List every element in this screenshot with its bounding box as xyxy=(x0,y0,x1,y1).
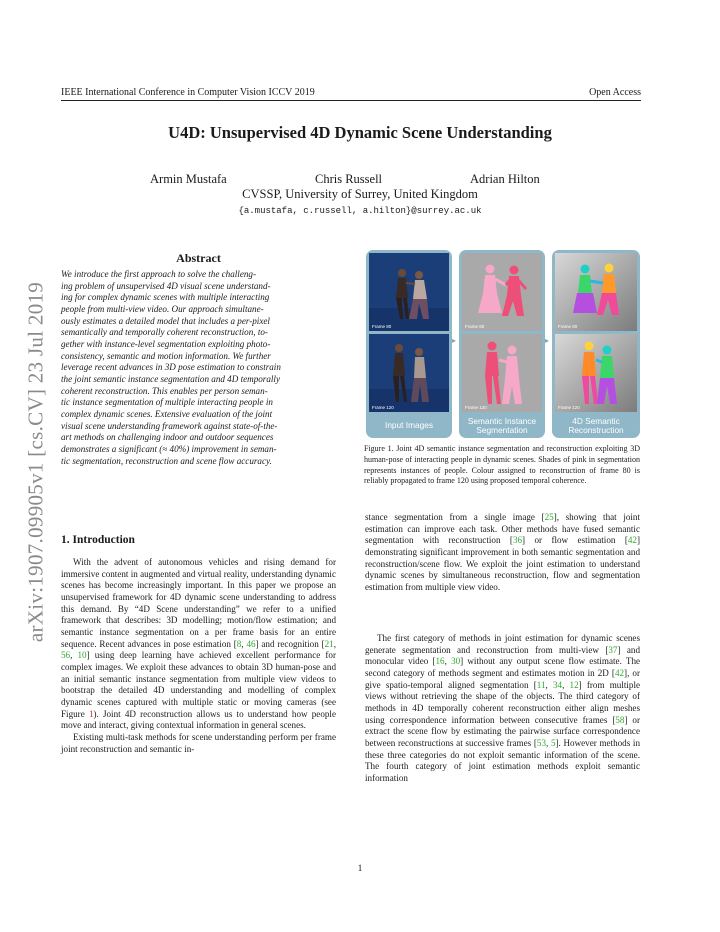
abstract-line: the joint semantic instance segmentation and 4D temporally xyxy=(61,373,280,384)
conference-name: IEEE International Conference in Computer Vision ICCV 2019 xyxy=(61,87,315,98)
abstract-heading: Abstract xyxy=(176,251,221,265)
frame-tag: Frame 80 xyxy=(558,324,578,329)
citation-link[interactable]: 37 xyxy=(608,644,618,655)
abstract-line: consistency, semantic and motion information. We further xyxy=(61,350,271,361)
abstract-line: tic segmentation, reconstruction and scene flow accuracy. xyxy=(61,455,272,466)
frame-tag: Frame 120 xyxy=(558,405,580,410)
abstract-line: semantically and temporally coherent reconstruction, to- xyxy=(61,327,268,338)
abstract-line: ously estimates a detailed model that includes a per-pixel xyxy=(61,315,270,326)
figure-panel-input xyxy=(366,250,452,438)
intro-paragraph-2: Existing multi-task methods for scene understanding perform per frame joint reconstruction and semantic in- xyxy=(61,731,336,754)
frame-tag: Frame 80 xyxy=(465,324,485,329)
dancers-photo xyxy=(369,253,449,331)
segmentation-image xyxy=(462,334,542,412)
abstract-line: ing for complex dynamic scenes with multiple interacting xyxy=(61,292,270,303)
introduction-body xyxy=(61,557,336,755)
frame-tag: Frame 120 xyxy=(465,405,487,410)
citation-link[interactable]: 16 xyxy=(435,656,445,667)
input-image-frame-120 xyxy=(369,334,449,412)
abstract-line: art methods on challenging indoor and outdoor sequences xyxy=(61,432,274,443)
right-column-paragraph-2 xyxy=(365,633,640,785)
right-paragraph-2: The first category of methods in joint estimation for dynamic scenes generate segmentation and reconstruction from multi-view [37] and monocular video [16, 30] without any output scene flow estimate. The second category of methods segment and estimates motion in 2D [42], or give spatio-temporal aligned segmentation [11, 34, 12] from multiple views without retrieving the shape of the objects. The third category of methods in 4D temporally coherent reconstruction either align meshes using correspondence information between consecutive frames [58] or extract the scene flow by estimating the pairwise surface correspondence between reconstructions at successive frames [53, 5]. However methods in these three categories do not exploit semantic information of the scene. The fourth category of joint estimation methods exploit semantic information xyxy=(365,633,641,783)
segmentation-image xyxy=(462,253,542,331)
reconstruction-frame-80 xyxy=(555,253,637,331)
figure-1 xyxy=(366,250,640,438)
reconstruction-frame-120 xyxy=(555,334,637,412)
intro-paragraph-1: With the advent of autonomous vehicles and rising demand for immersive content in augmented and virtual reality, understanding dynamic scenes has become increasingly important. In this paper we propose an unsupervised framework for 4D dynamic scene understanding to address this demand. By “4D Scene understanding” we refer to a unified framework that describes: 3D modelling; motion/flow estimation; and semantic instance segmentation on a per frame basis for an entire sequence. Recent advances in pose estimation [8, 46] and recognition [21, 56, 10] using deep learning have achieved excellent performance for complex images. We exploit these advances to obtain 3D human-pose and an initial semantic instance segmentation from multiple view videos to bootstrap the detailed 4D understanding and modelling of complex dynamic scenes captured with multiple static or moving cameras (see Figure 1). Joint 4D reconstruction allows us to understand how people move and interact, giving contextual information in general scenes. xyxy=(61,557,337,731)
abstract-line: ing problem of unsupervised 4D visual scene understand- xyxy=(61,280,271,291)
citation-link[interactable]: 8 xyxy=(236,638,242,649)
panel-label-reconstruction: 4D Semantic Reconstruction xyxy=(568,415,624,435)
figure-panel-reconstruction xyxy=(552,250,640,438)
page-number: 1 xyxy=(357,864,363,874)
segmentation-frame-120 xyxy=(462,334,542,412)
abstract-line: We introduce the first approach to solve the challeng- xyxy=(61,269,256,279)
citation-link[interactable]: 58 xyxy=(615,714,625,725)
figure-1-caption: Figure 1. Joint 4D semantic instance segmentation and reconstruction exploiting 3D human-pose of interacting people in dynamic scenes. Shades of pink in segmentation represents instances of people. Colour assigned to reconstruction of frame 80 is reliably propagated to frame 120 using proposed temporal coherence. xyxy=(364,444,640,486)
right-paragraph-1: stance segmentation from a single image [25], showing that joint estimation can improve each task. Other methods have fused semantic segmentation with reconstruction [36] or flow estimation [42] demonstrating significant improvement in both semantic segmentation and reconstruction/scene flow. We exploit the joint estimation to understand dynamic scenes by simultaneous reconstruction, flow and segmentation estimation from multiple view video. xyxy=(365,512,640,592)
citation-link[interactable]: 5 xyxy=(550,737,556,748)
right-column-paragraph-1 xyxy=(365,512,640,594)
dancers-photo xyxy=(369,334,449,412)
citation-link[interactable]: 30 xyxy=(451,656,461,667)
figure-reference-link[interactable]: 1 xyxy=(88,708,94,719)
abstract-line: people from multi-view video. Our approach simultane- xyxy=(61,303,264,314)
reconstruction-image xyxy=(555,334,637,412)
author-1: Armin Mustafa xyxy=(150,172,227,186)
abstract-line: leverage recent advances in 3D pose estimation to constrain xyxy=(61,362,281,373)
author-emails: {a.mustafa, c.russell, a.hilton}@surrey.ac.uk xyxy=(238,206,482,216)
abstract-line: gether with instance-level segmentation exploiting photo- xyxy=(61,338,271,349)
abstract-line: tic instance segmentation of multiple interacting people in xyxy=(61,397,273,408)
panel-label-segmentation: Semantic Instance Segmentation xyxy=(467,415,537,435)
citation-link[interactable]: 10 xyxy=(77,650,87,661)
affiliation: CVSSP, University of Surrey, United Kingdom xyxy=(242,187,478,201)
abstract-line: visual scene understanding framework against state-of-the- xyxy=(61,420,278,431)
abstract-line: coherent reconstruction. This enables per person seman- xyxy=(61,385,268,396)
frame-tag: Frame 120 xyxy=(372,405,394,410)
open-access-label: Open Access xyxy=(589,87,641,98)
figure-panel-segmentation xyxy=(459,250,545,438)
panel-label-input: Input Images xyxy=(385,420,433,431)
citation-link[interactable]: 12 xyxy=(569,679,579,690)
citation-link[interactable]: 46 xyxy=(246,638,256,649)
citation-link[interactable]: 11 xyxy=(536,679,546,690)
citation-link[interactable]: 53 xyxy=(536,737,546,748)
author-3: Adrian Hilton xyxy=(470,172,540,186)
citation-link[interactable]: 25 xyxy=(544,512,554,522)
citation-link[interactable]: 34 xyxy=(552,679,563,690)
section-heading-introduction: 1. Introduction xyxy=(61,534,135,546)
input-image-frame-80 xyxy=(369,253,449,331)
header-rule xyxy=(61,100,641,101)
abstract-line: demonstrates a significant (≈ 40%) improvement in seman- xyxy=(61,443,277,454)
arxiv-stamp: arXiv:1907.09905v1 [cs.CV] 23 Jul 2019 xyxy=(23,281,48,643)
citation-link[interactable]: 42 xyxy=(627,535,637,546)
arrow-right-icon: ▸ xyxy=(452,336,457,345)
reconstruction-image xyxy=(555,253,637,331)
citation-link[interactable]: 42 xyxy=(614,667,625,678)
segmentation-frame-80 xyxy=(462,253,542,331)
abstract-line: complex dynamic scenes. Extensive evaluation of the joint xyxy=(61,408,273,419)
citation-link[interactable]: 21 xyxy=(324,638,334,649)
frame-tag: Frame 80 xyxy=(372,324,392,329)
author-2: Chris Russell xyxy=(315,172,383,186)
paper-title: U4D: Unsupervised 4D Dynamic Scene Understanding xyxy=(168,123,552,142)
abstract-body xyxy=(61,269,336,467)
citation-link[interactable]: 56 xyxy=(61,650,71,661)
arrow-right-icon: ▸ xyxy=(545,336,550,345)
citation-link[interactable]: 36 xyxy=(512,535,523,546)
